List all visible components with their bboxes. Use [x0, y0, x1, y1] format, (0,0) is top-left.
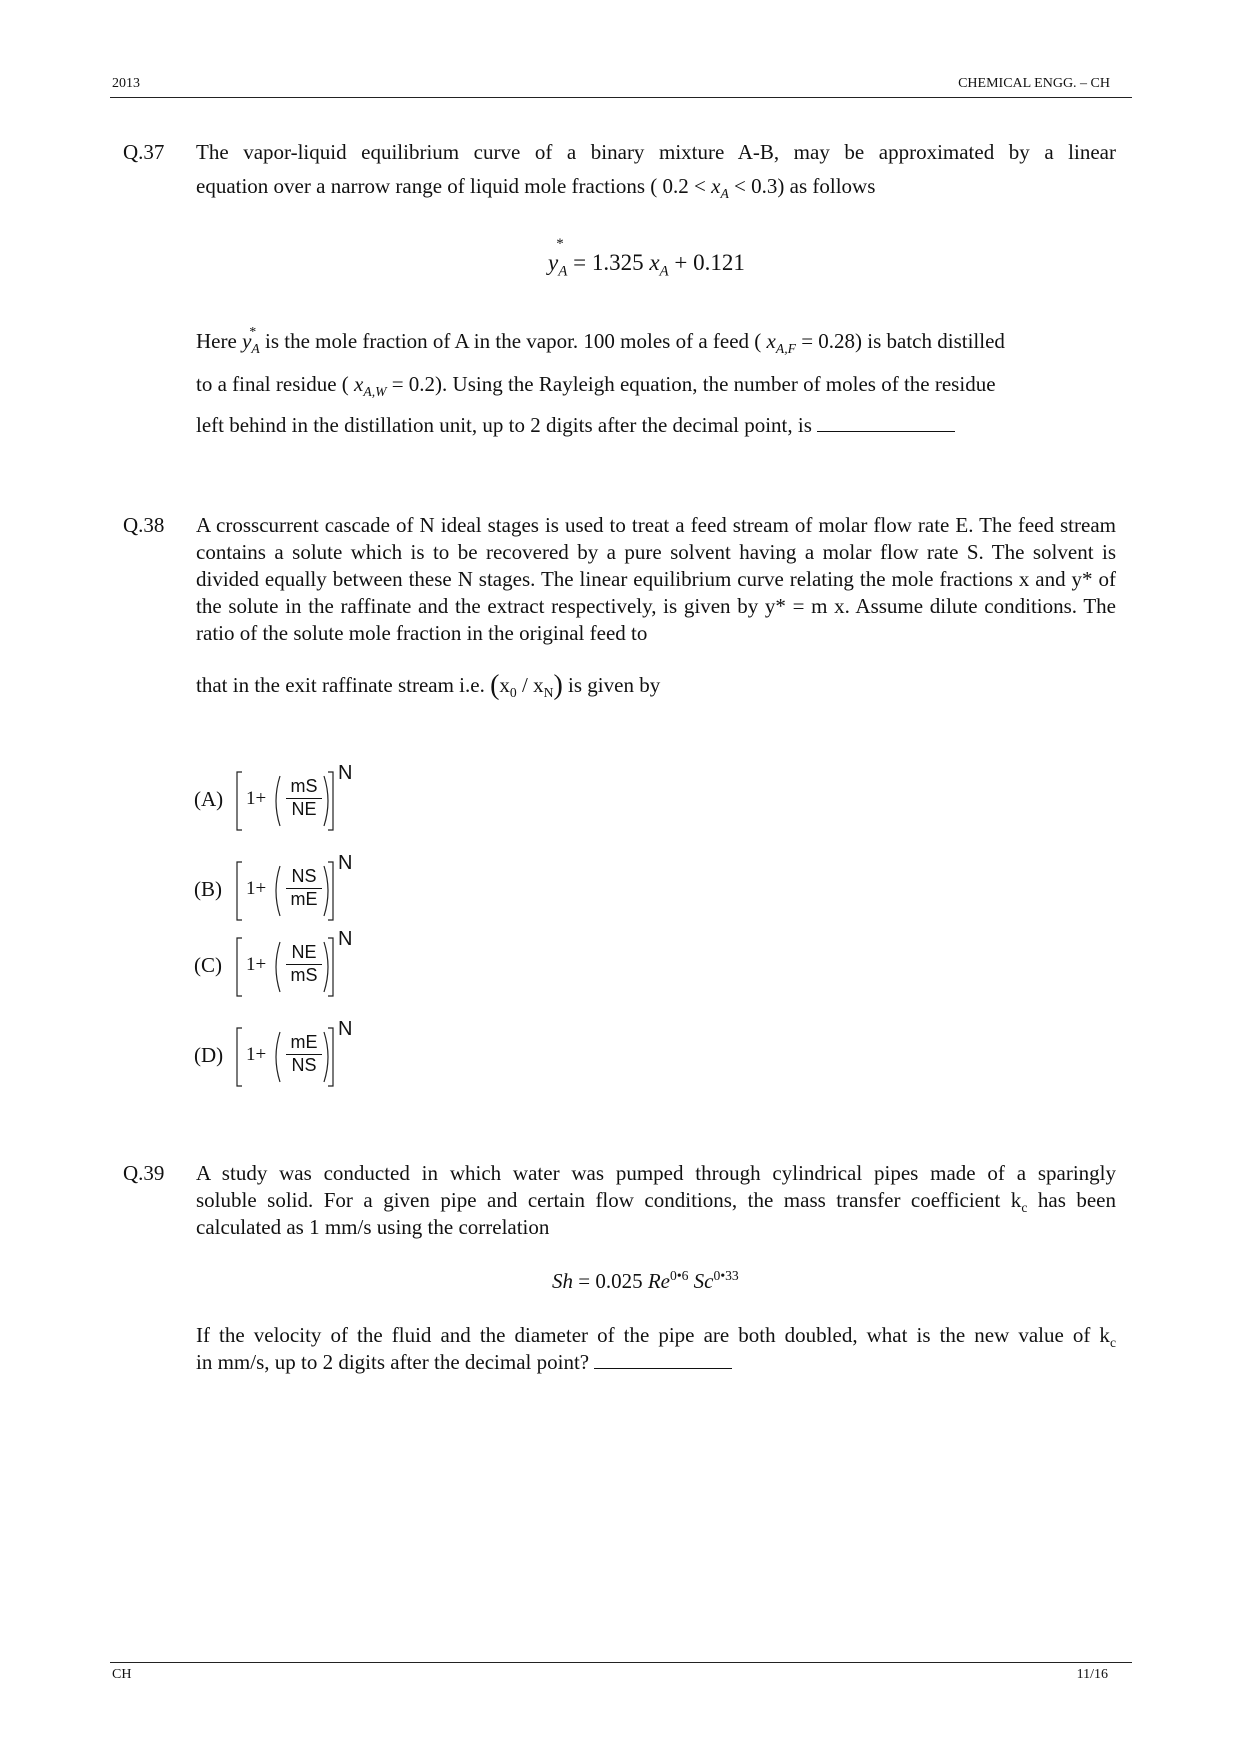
fraction: [286, 866, 322, 910]
option-label: (C): [194, 953, 222, 977]
one-plus: 1+: [246, 788, 267, 809]
q37-line1: The vapor-liquid equilibrium curve of a binary mixture A-B, may be approximated by a linear: [196, 140, 1116, 164]
q38-last-line: that in the exit raffinate stream i.e. $(x_0 / x_N)$ is given by: [196, 670, 661, 701]
option-b[interactable]: [194, 852, 374, 926]
q37-line3: Here y * $_A$ is the mole fraction of A in the vapor. 100 moles of a feed ( $x_{A,F} = 0.28$) is batch distilled: [196, 324, 1005, 357]
exponent-n: N: [338, 1018, 353, 1040]
footer-page: 11/16: [1076, 1667, 1108, 1682]
q39-line3: calculated as 1 mm/s using the correlation: [196, 1215, 550, 1239]
footer-rule: [110, 1662, 1132, 1663]
one-plus: 1+: [246, 1044, 267, 1065]
option-label: (B): [194, 877, 222, 901]
exponent-n: N: [338, 852, 353, 874]
q37-equation: y * $_A$ = 1.325 $x_A + 0.121$: [548, 236, 745, 280]
one-plus: 1+: [246, 954, 267, 975]
one-plus: 1+: [246, 878, 267, 899]
q39-line5: in mm/s, up to 2 digits after the decimal point?: [196, 1349, 1116, 1376]
q39-line2: soluble solid. For a given pipe and certain flow conditions, the mass transfer coefficient $k_c$ has been: [196, 1188, 1116, 1216]
header-rule: [110, 97, 1132, 98]
fraction-numerator: mE: [286, 1032, 322, 1055]
q37-number: Q.37: [123, 140, 165, 164]
option-label: (D): [194, 1043, 224, 1067]
q37-line4: to a final residue ( $x_{A,W} = 0.2$). Using the Rayleigh equation, the number of moles of the residue: [196, 372, 996, 400]
q39-line4: If the velocity of the fluid and the diameter of the pipe are both doubled, what is the new value of $k_c$: [196, 1323, 1116, 1351]
q39-equation: Sh = 0.025 $Re^{0•6}$ $Sc^{0•33}$: [552, 1268, 739, 1293]
fraction-denominator: mS: [290, 965, 318, 985]
option-a[interactable]: [194, 762, 374, 836]
fraction-denominator: mE: [290, 889, 318, 909]
option-d[interactable]: [194, 1018, 374, 1092]
fraction: [286, 776, 322, 820]
fraction-denominator: NS: [291, 1055, 317, 1075]
answer-blank: [594, 1350, 732, 1369]
fraction-numerator: mS: [286, 776, 322, 799]
option-label: (A): [194, 787, 224, 811]
q38-body: A crosscurrent cascade of N ideal stages is used to treat a feed stream of molar flow rate E. The feed stream contains a solute which is to be recovered by a pure solvent having a molar flow rate S. The solvent is divided equally between these N stages. The linear equilibrium curve relating the mole fractions x and y* of the solute in the raffinate and the extract respectively, is given by y* = m x. Assume dilute conditions. The ratio of the solute mole fraction in the original feed to: [196, 513, 1116, 645]
fraction-numerator: NE: [286, 942, 322, 965]
fraction: [286, 942, 322, 986]
q37-line5: left behind in the distillation unit, up to 2 digits after the decimal point, is: [196, 410, 1116, 440]
fraction-denominator: NE: [291, 799, 317, 819]
exponent-n: N: [338, 928, 353, 950]
fraction-numerator: NS: [286, 866, 322, 889]
answer-blank: [817, 413, 955, 432]
exponent-n: N: [338, 762, 353, 784]
header-subject: CHEMICAL ENGG. – CH: [958, 76, 1110, 91]
header-year: 2013: [112, 76, 140, 91]
q37-line2: equation over a narrow range of liquid mole fractions ( $0.2 < x_A < 0.3$) as follows: [196, 174, 876, 202]
q39-number: Q.39: [123, 1161, 165, 1185]
q39-line1: A study was conducted in which water was pumped through cylindrical pipes made of a sparingly: [196, 1161, 1116, 1185]
q38-number: Q.38: [123, 513, 165, 537]
footer-code: CH: [112, 1667, 132, 1682]
option-c[interactable]: [194, 928, 374, 1002]
fraction: [286, 1032, 322, 1076]
